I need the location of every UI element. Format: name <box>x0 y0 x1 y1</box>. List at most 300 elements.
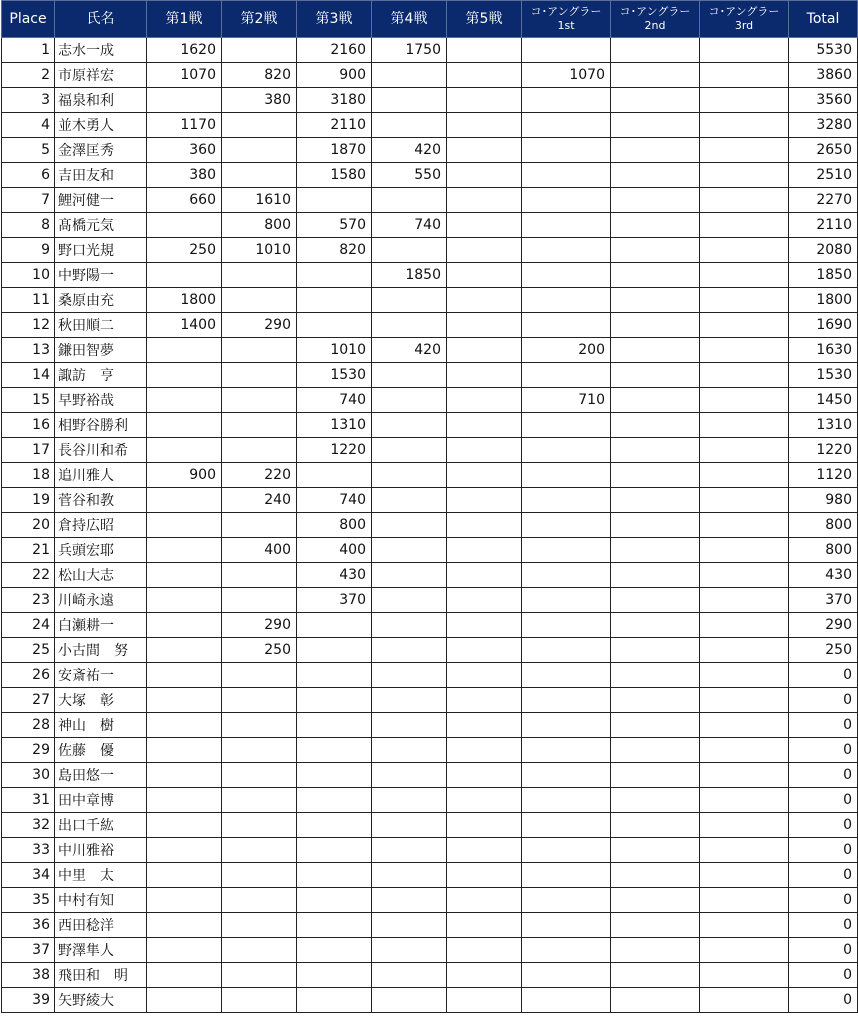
cell-round-3 <box>297 638 372 663</box>
table-row <box>2 388 858 413</box>
cell-co-angler-1st <box>522 688 611 713</box>
cell-co-angler-1st <box>522 788 611 813</box>
cell-co-angler-1st <box>522 563 611 588</box>
cell-round-5 <box>447 388 522 413</box>
cell-round-1 <box>147 638 222 663</box>
cell-co-angler-3rd <box>700 713 789 738</box>
cell-total: 0 <box>789 688 858 713</box>
table-row <box>2 38 858 63</box>
cell-co-angler-2nd <box>611 988 700 1013</box>
cell-round-2 <box>222 138 297 163</box>
cell-co-angler-3rd <box>700 838 789 863</box>
cell-name: 志水一成 <box>55 38 147 63</box>
cell-total: 0 <box>789 763 858 788</box>
cell-round-1 <box>147 913 222 938</box>
table-row <box>2 88 858 113</box>
cell-co-angler-3rd <box>700 663 789 688</box>
cell-round-4 <box>372 88 447 113</box>
cell-co-angler-2nd <box>611 388 700 413</box>
cell-round-5 <box>447 788 522 813</box>
cell-round-2: 250 <box>222 638 297 663</box>
cell-co-angler-1st <box>522 838 611 863</box>
cell-co-angler-3rd <box>700 938 789 963</box>
cell-co-angler-1st <box>522 938 611 963</box>
table-row <box>2 213 858 238</box>
cell-co-angler-1st: 200 <box>522 338 611 363</box>
cell-round-1: 900 <box>147 463 222 488</box>
cell-total: 0 <box>789 938 858 963</box>
cell-name: 安斎祐一 <box>55 663 147 688</box>
cell-round-5 <box>447 613 522 638</box>
cell-name: 飛田和 明 <box>55 963 147 988</box>
cell-co-angler-3rd <box>700 588 789 613</box>
cell-co-angler-2nd <box>611 788 700 813</box>
cell-round-4 <box>372 538 447 563</box>
cell-total: 0 <box>789 738 858 763</box>
cell-total: 0 <box>789 963 858 988</box>
cell-round-4 <box>372 988 447 1013</box>
cell-name: 並木勇人 <box>55 113 147 138</box>
cell-total: 1220 <box>789 438 858 463</box>
cell-co-angler-2nd <box>611 413 700 438</box>
cell-co-angler-3rd <box>700 613 789 638</box>
cell-total: 2510 <box>789 163 858 188</box>
cell-total: 0 <box>789 913 858 938</box>
cell-place: 36 <box>2 913 55 938</box>
cell-place: 37 <box>2 938 55 963</box>
cell-co-angler-1st <box>522 363 611 388</box>
header-name: 氏名 <box>55 1 147 38</box>
cell-round-4 <box>372 63 447 88</box>
cell-total: 1630 <box>789 338 858 363</box>
cell-round-1 <box>147 688 222 713</box>
cell-place: 32 <box>2 813 55 838</box>
header-row <box>2 1 858 38</box>
cell-co-angler-3rd <box>700 188 789 213</box>
cell-round-2 <box>222 438 297 463</box>
cell-round-1 <box>147 663 222 688</box>
cell-co-angler-2nd <box>611 38 700 63</box>
cell-total: 430 <box>789 563 858 588</box>
cell-place: 11 <box>2 288 55 313</box>
cell-round-3 <box>297 938 372 963</box>
cell-name: 島田悠一 <box>55 763 147 788</box>
cell-total: 800 <box>789 538 858 563</box>
cell-round-3: 1870 <box>297 138 372 163</box>
cell-place: 31 <box>2 788 55 813</box>
cell-round-2 <box>222 863 297 888</box>
cell-co-angler-2nd <box>611 438 700 463</box>
table-row <box>2 138 858 163</box>
cell-round-1 <box>147 563 222 588</box>
table-row <box>2 688 858 713</box>
cell-round-3 <box>297 988 372 1013</box>
cell-co-angler-1st <box>522 638 611 663</box>
cell-total: 3560 <box>789 88 858 113</box>
cell-place: 20 <box>2 513 55 538</box>
cell-co-angler-1st: 1070 <box>522 63 611 88</box>
cell-round-4 <box>372 763 447 788</box>
cell-round-3: 740 <box>297 388 372 413</box>
cell-total: 0 <box>789 888 858 913</box>
cell-round-1: 1170 <box>147 113 222 138</box>
cell-co-angler-1st <box>522 113 611 138</box>
cell-co-angler-2nd <box>611 713 700 738</box>
cell-round-1 <box>147 438 222 463</box>
cell-round-3 <box>297 763 372 788</box>
cell-round-3 <box>297 663 372 688</box>
cell-round-1 <box>147 588 222 613</box>
cell-co-angler-3rd <box>700 488 789 513</box>
cell-round-5 <box>447 188 522 213</box>
cell-co-angler-2nd <box>611 888 700 913</box>
cell-name: 出口千紘 <box>55 813 147 838</box>
cell-round-4 <box>372 963 447 988</box>
cell-round-3: 400 <box>297 538 372 563</box>
table-row <box>2 63 858 88</box>
cell-co-angler-1st <box>522 413 611 438</box>
cell-round-1 <box>147 538 222 563</box>
cell-round-5 <box>447 263 522 288</box>
cell-co-angler-2nd <box>611 563 700 588</box>
cell-co-angler-1st <box>522 138 611 163</box>
cell-co-angler-2nd <box>611 238 700 263</box>
cell-round-3 <box>297 688 372 713</box>
cell-round-1: 660 <box>147 188 222 213</box>
cell-round-5 <box>447 163 522 188</box>
cell-round-5 <box>447 88 522 113</box>
cell-round-5 <box>447 63 522 88</box>
cell-name: 菅谷和教 <box>55 488 147 513</box>
header-round-5: 第5戦 <box>447 1 522 38</box>
cell-round-4: 420 <box>372 138 447 163</box>
cell-round-2: 400 <box>222 538 297 563</box>
cell-total: 1450 <box>789 388 858 413</box>
table-row <box>2 513 858 538</box>
cell-place: 16 <box>2 413 55 438</box>
cell-round-1: 1070 <box>147 63 222 88</box>
header-co-angler-1st-label: コ･アングラー <box>530 5 602 18</box>
cell-name: 中里 太 <box>55 863 147 888</box>
cell-name: 市原祥宏 <box>55 63 147 88</box>
cell-round-1: 1800 <box>147 288 222 313</box>
cell-total: 0 <box>789 838 858 863</box>
cell-round-2: 290 <box>222 313 297 338</box>
cell-round-1 <box>147 213 222 238</box>
cell-round-2 <box>222 913 297 938</box>
cell-round-2 <box>222 788 297 813</box>
cell-co-angler-3rd <box>700 988 789 1013</box>
cell-co-angler-3rd <box>700 813 789 838</box>
cell-co-angler-1st <box>522 663 611 688</box>
cell-round-1 <box>147 863 222 888</box>
cell-place: 22 <box>2 563 55 588</box>
cell-co-angler-3rd <box>700 413 789 438</box>
cell-round-3 <box>297 288 372 313</box>
cell-round-3: 740 <box>297 488 372 513</box>
cell-name: 長谷川和希 <box>55 438 147 463</box>
header-total: Total <box>789 1 858 38</box>
cell-round-2: 290 <box>222 613 297 638</box>
cell-place: 8 <box>2 213 55 238</box>
cell-round-2 <box>222 738 297 763</box>
cell-total: 0 <box>789 813 858 838</box>
cell-co-angler-3rd <box>700 338 789 363</box>
cell-name: 松山大志 <box>55 563 147 588</box>
cell-round-1 <box>147 938 222 963</box>
cell-round-1 <box>147 338 222 363</box>
cell-co-angler-2nd <box>611 863 700 888</box>
cell-co-angler-1st <box>522 488 611 513</box>
cell-round-2: 1610 <box>222 188 297 213</box>
table-row <box>2 538 858 563</box>
cell-place: 9 <box>2 238 55 263</box>
cell-round-4 <box>372 463 447 488</box>
table-row <box>2 463 858 488</box>
header-co-angler-1st <box>522 1 611 38</box>
cell-round-5 <box>447 738 522 763</box>
cell-total: 1120 <box>789 463 858 488</box>
cell-total: 0 <box>789 663 858 688</box>
table-row <box>2 763 858 788</box>
cell-round-5 <box>447 863 522 888</box>
cell-round-2 <box>222 363 297 388</box>
cell-name: 神山 樹 <box>55 713 147 738</box>
cell-round-5 <box>447 413 522 438</box>
cell-round-3: 1220 <box>297 438 372 463</box>
cell-place: 19 <box>2 488 55 513</box>
table-header <box>2 1 858 38</box>
table-row <box>2 313 858 338</box>
cell-name: 野澤隼人 <box>55 938 147 963</box>
cell-co-angler-2nd <box>611 138 700 163</box>
table-row <box>2 813 858 838</box>
header-co-angler-3rd-label: コ･アングラー <box>708 5 780 18</box>
cell-round-1: 380 <box>147 163 222 188</box>
cell-round-4 <box>372 563 447 588</box>
cell-place: 23 <box>2 588 55 613</box>
cell-co-angler-3rd <box>700 213 789 238</box>
cell-round-1: 1620 <box>147 38 222 63</box>
table-row <box>2 413 858 438</box>
cell-co-angler-3rd <box>700 288 789 313</box>
cell-round-3 <box>297 263 372 288</box>
header-round-1: 第1戦 <box>147 1 222 38</box>
cell-co-angler-3rd <box>700 638 789 663</box>
table-row <box>2 638 858 663</box>
cell-name: 諏訪 亨 <box>55 363 147 388</box>
cell-total: 1800 <box>789 288 858 313</box>
cell-name: 中村有知 <box>55 888 147 913</box>
cell-total: 3280 <box>789 113 858 138</box>
table-row <box>2 713 858 738</box>
cell-round-2 <box>222 588 297 613</box>
cell-round-4 <box>372 388 447 413</box>
cell-round-4: 740 <box>372 213 447 238</box>
cell-place: 7 <box>2 188 55 213</box>
cell-round-5 <box>447 213 522 238</box>
cell-round-5 <box>447 438 522 463</box>
cell-co-angler-1st <box>522 238 611 263</box>
cell-place: 30 <box>2 763 55 788</box>
cell-round-2 <box>222 563 297 588</box>
cell-place: 4 <box>2 113 55 138</box>
cell-round-2 <box>222 263 297 288</box>
cell-co-angler-1st <box>522 763 611 788</box>
cell-co-angler-2nd <box>611 213 700 238</box>
cell-co-angler-3rd <box>700 763 789 788</box>
cell-co-angler-1st <box>522 613 611 638</box>
cell-round-4: 420 <box>372 338 447 363</box>
cell-round-5 <box>447 313 522 338</box>
cell-total: 0 <box>789 988 858 1013</box>
cell-round-4 <box>372 288 447 313</box>
cell-place: 29 <box>2 738 55 763</box>
cell-round-1 <box>147 263 222 288</box>
cell-round-3: 800 <box>297 513 372 538</box>
cell-round-1 <box>147 363 222 388</box>
header-co-angler-2nd-label: コ･アングラー <box>619 5 691 18</box>
table-row <box>2 563 858 588</box>
cell-co-angler-2nd <box>611 938 700 963</box>
cell-co-angler-2nd <box>611 688 700 713</box>
cell-co-angler-2nd <box>611 313 700 338</box>
cell-round-3: 3180 <box>297 88 372 113</box>
cell-round-1 <box>147 613 222 638</box>
table-row <box>2 738 858 763</box>
cell-round-5 <box>447 588 522 613</box>
cell-round-3: 370 <box>297 588 372 613</box>
cell-round-1 <box>147 488 222 513</box>
table-row <box>2 263 858 288</box>
cell-round-5 <box>447 938 522 963</box>
cell-place: 24 <box>2 613 55 638</box>
cell-co-angler-2nd <box>611 463 700 488</box>
cell-name: 鯉河健一 <box>55 188 147 213</box>
table-row <box>2 163 858 188</box>
cell-co-angler-1st <box>522 738 611 763</box>
cell-co-angler-2nd <box>611 763 700 788</box>
cell-name: 川崎永遠 <box>55 588 147 613</box>
cell-round-1 <box>147 838 222 863</box>
cell-round-3 <box>297 613 372 638</box>
cell-co-angler-1st <box>522 538 611 563</box>
cell-round-3 <box>297 713 372 738</box>
cell-round-5 <box>447 663 522 688</box>
cell-round-2: 240 <box>222 488 297 513</box>
table-row <box>2 988 858 1013</box>
cell-round-3: 820 <box>297 238 372 263</box>
cell-round-4: 1750 <box>372 38 447 63</box>
cell-round-4 <box>372 238 447 263</box>
cell-total: 370 <box>789 588 858 613</box>
cell-round-2 <box>222 163 297 188</box>
cell-round-4 <box>372 613 447 638</box>
cell-round-1 <box>147 988 222 1013</box>
cell-co-angler-1st <box>522 863 611 888</box>
cell-co-angler-1st <box>522 963 611 988</box>
cell-co-angler-3rd <box>700 513 789 538</box>
cell-place: 33 <box>2 838 55 863</box>
cell-co-angler-1st: 710 <box>522 388 611 413</box>
cell-round-1 <box>147 713 222 738</box>
table-row <box>2 663 858 688</box>
cell-round-5 <box>447 988 522 1013</box>
table-row <box>2 838 858 863</box>
cell-place: 17 <box>2 438 55 463</box>
cell-co-angler-2nd <box>611 288 700 313</box>
cell-place: 27 <box>2 688 55 713</box>
cell-round-3: 900 <box>297 63 372 88</box>
cell-co-angler-3rd <box>700 88 789 113</box>
table-row <box>2 888 858 913</box>
cell-round-4 <box>372 413 447 438</box>
cell-co-angler-3rd <box>700 388 789 413</box>
cell-round-4 <box>372 188 447 213</box>
cell-round-3 <box>297 838 372 863</box>
cell-co-angler-2nd <box>611 538 700 563</box>
cell-round-3: 430 <box>297 563 372 588</box>
cell-name: 秋田順二 <box>55 313 147 338</box>
cell-total: 1690 <box>789 313 858 338</box>
table-row <box>2 188 858 213</box>
cell-co-angler-2nd <box>611 113 700 138</box>
cell-co-angler-1st <box>522 288 611 313</box>
cell-round-3: 570 <box>297 213 372 238</box>
cell-round-4 <box>372 513 447 538</box>
table-row <box>2 863 858 888</box>
cell-co-angler-3rd <box>700 863 789 888</box>
cell-round-4 <box>372 813 447 838</box>
cell-round-3: 1010 <box>297 338 372 363</box>
cell-total: 800 <box>789 513 858 538</box>
cell-co-angler-3rd <box>700 363 789 388</box>
cell-round-3 <box>297 738 372 763</box>
cell-name: 白瀬耕一 <box>55 613 147 638</box>
cell-co-angler-1st <box>522 513 611 538</box>
cell-name: 小古間 努 <box>55 638 147 663</box>
cell-round-4 <box>372 788 447 813</box>
cell-round-4 <box>372 688 447 713</box>
cell-round-5 <box>447 363 522 388</box>
cell-round-5 <box>447 688 522 713</box>
cell-round-5 <box>447 913 522 938</box>
cell-round-2 <box>222 938 297 963</box>
cell-total: 1530 <box>789 363 858 388</box>
cell-round-2 <box>222 713 297 738</box>
cell-round-1 <box>147 963 222 988</box>
cell-round-2 <box>222 663 297 688</box>
cell-co-angler-1st <box>522 263 611 288</box>
cell-round-5 <box>447 113 522 138</box>
cell-round-5 <box>447 338 522 363</box>
cell-round-5 <box>447 513 522 538</box>
header-co-angler-2nd-sub: 2nd <box>644 19 666 32</box>
cell-round-5 <box>447 288 522 313</box>
cell-name: 金澤匡秀 <box>55 138 147 163</box>
cell-round-3 <box>297 188 372 213</box>
cell-round-2 <box>222 513 297 538</box>
cell-place: 26 <box>2 663 55 688</box>
cell-name: 髙橋元気 <box>55 213 147 238</box>
table-row <box>2 288 858 313</box>
cell-co-angler-2nd <box>611 738 700 763</box>
cell-total: 980 <box>789 488 858 513</box>
cell-co-angler-2nd <box>611 88 700 113</box>
cell-co-angler-1st <box>522 813 611 838</box>
cell-round-1 <box>147 513 222 538</box>
cell-round-2 <box>222 288 297 313</box>
